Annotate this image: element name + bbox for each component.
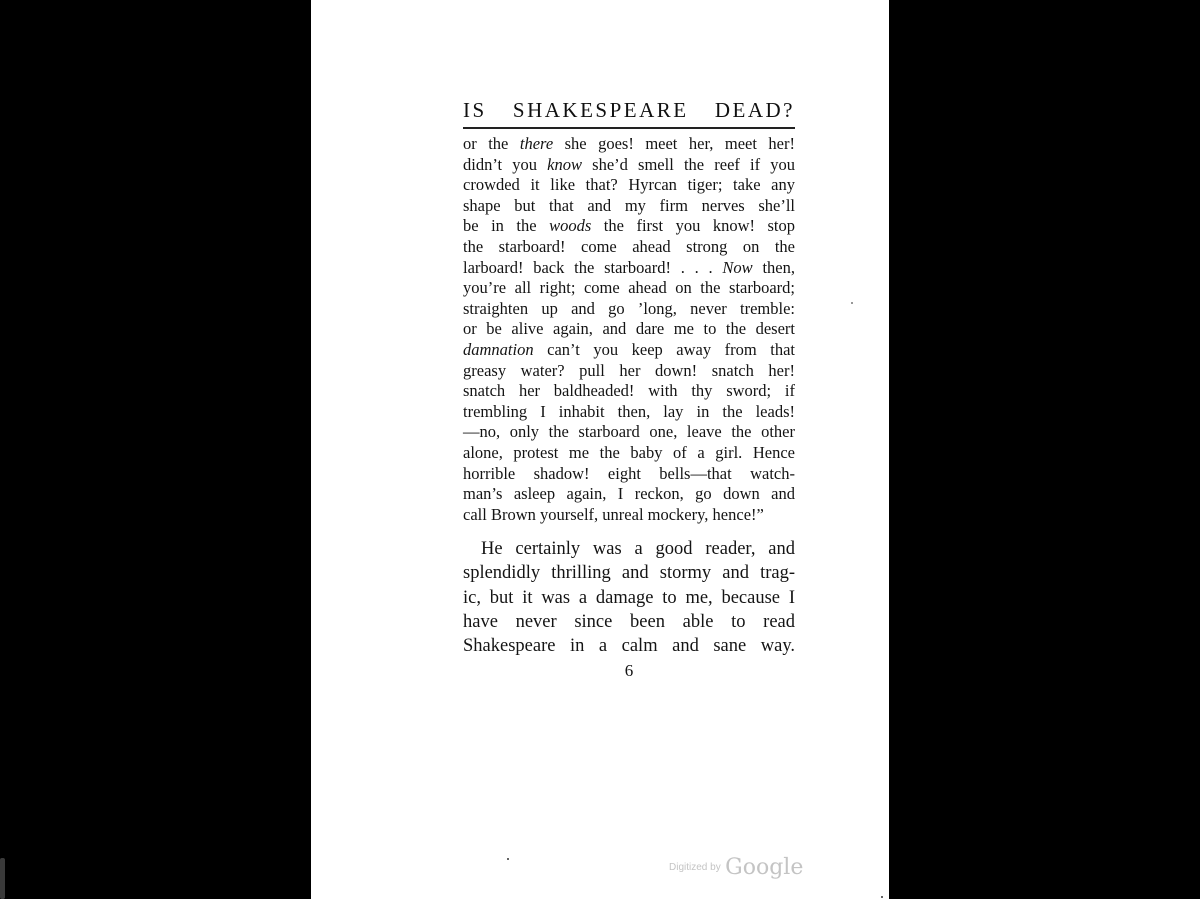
quote-line: snatch her baldheaded! with thy sword; if xyxy=(463,381,795,401)
quote-line: you’re all right; come ahead on the starboard; xyxy=(463,278,795,298)
italic-word: damnation xyxy=(463,339,534,359)
quote-line: horrible shadow! eight bells—that watch- xyxy=(463,463,795,483)
paragraph-line: He certainly was a good reader, and xyxy=(481,539,795,560)
quote-line: crowded it like that? Hyrcan tiger; take any xyxy=(463,175,795,195)
scan-speck xyxy=(851,302,853,304)
quote-line: larboard! back the starboard! . . . Now then, xyxy=(463,257,795,277)
running-head-word: DEAD? xyxy=(714,98,795,122)
italic-word: know xyxy=(547,154,583,174)
scan-speck xyxy=(507,858,509,860)
quote-line: straighten up and go ’long, never tremble: xyxy=(463,298,795,318)
paragraph-line: ic, but it was a damage to me, because I xyxy=(463,587,795,608)
running-head-word: IS xyxy=(463,98,487,122)
paragraph-line: have never since been able to read xyxy=(463,611,795,632)
watermark-brand: Google xyxy=(725,855,804,880)
running-head xyxy=(463,98,795,123)
quote-line: or be alive again, and dare me to the desert xyxy=(463,319,795,339)
quote-line: damnation can’t you keep away from that xyxy=(463,339,795,359)
watermark-prefix: Digitized by xyxy=(669,862,721,873)
scrollbar-handle[interactable] xyxy=(0,858,5,899)
quote-line: call Brown yourself, unreal mockery, hence!” xyxy=(463,504,764,524)
page-body xyxy=(463,134,795,658)
italic-word: Now xyxy=(722,257,753,277)
header-rule xyxy=(463,127,795,129)
page-number: 6 xyxy=(624,661,634,680)
quote-line: the starboard! come ahead strong on the xyxy=(463,236,795,256)
paragraph-line: Shakespeare in a calm and sane way. xyxy=(463,636,795,657)
quote-line: shape but that and my firm nerves she’ll xyxy=(463,195,795,215)
quote-line: be in the woods the first you know! stop xyxy=(463,216,795,236)
quote-line: —no, only the starboard one, leave the other xyxy=(463,422,795,442)
quote-line: alone, protest me the baby of a girl. Hence xyxy=(463,442,795,462)
scan-speck xyxy=(881,896,883,898)
running-head-word: SHAKESPEARE xyxy=(512,98,689,122)
quote-line: trembling I inhabit then, lay in the leads! xyxy=(463,401,795,421)
italic-word: woods xyxy=(549,216,592,236)
italic-word: there xyxy=(519,134,554,153)
quote-line: or the there she goes! meet her, meet her! xyxy=(463,134,795,153)
quote-line: didn’t you know she’d smell the reef if you xyxy=(463,154,796,174)
quote-line: greasy water? pull her down! snatch her! xyxy=(463,360,795,380)
digitized-watermark xyxy=(669,855,803,880)
paragraph xyxy=(463,537,795,658)
book-page xyxy=(311,0,889,899)
paragraph-line: splendidly thrilling and stormy and trag- xyxy=(463,563,795,584)
quoted-passage xyxy=(463,134,795,525)
quote-line: man’s asleep again, I reckon, go down and xyxy=(463,484,795,504)
